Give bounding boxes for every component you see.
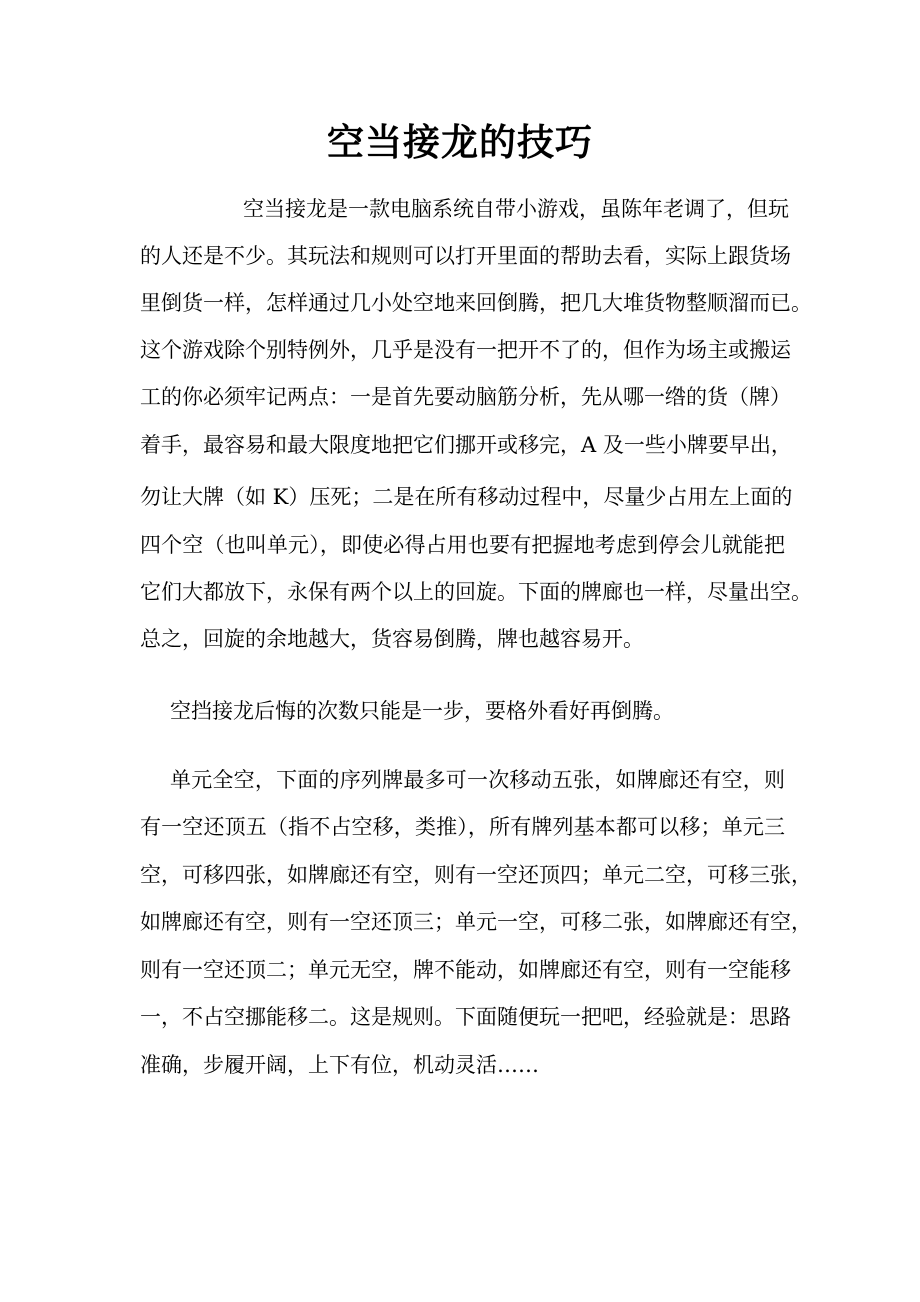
- text-line: 这个游戏除个别特例外，几乎是没有一把开不了的，但作为场主或搬运: [140, 338, 791, 362]
- text-line: 的人还是不少。其玩法和规则可以打开里面的帮助去看，实际上跟货场: [140, 244, 791, 268]
- text-line: 勿让大牌（如 K）压死；二是在所有移动过程中，尽量少占用左上面的: [140, 485, 793, 509]
- text-line: 有一空还顶五（指不占空移，类推），所有牌列基本都可以移；单元三: [140, 815, 785, 839]
- text-line: 空当接龙是一款电脑系统自带小游戏，虽陈年老调了，但玩: [243, 197, 789, 221]
- text-line: 准确，步履开阔，上下有位，机动灵活……: [140, 1053, 539, 1077]
- text-line: 如牌廊还有空，则有一空还顶三；单元一空，可移二张，如牌廊还有空，: [140, 910, 812, 934]
- document-title: 空当接龙的技巧: [327, 120, 593, 164]
- text-line: 则有一空还顶二；单元无空，牌不能动，如牌廊还有空，则有一空能移: [140, 958, 791, 982]
- text-line: 它们大都放下，永保有两个以上的回旋。下面的牌廊也一样，尽量出空。: [140, 580, 812, 604]
- text-line: 工的你必须牢记两点：一是首先要动脑筋分析，先从哪一绺的货（牌）: [140, 385, 791, 409]
- text-line: 空挡接龙后悔的次数只能是一步，要格外看好再倒腾。: [170, 699, 674, 723]
- text-line: 一，不占空挪能移二。这是规则。下面随便玩一把吧，经验就是：思路: [140, 1005, 791, 1029]
- text-line: 总之，回旋的余地越大，货容易倒腾，牌也越容易开。: [140, 627, 644, 651]
- text-line: 四个空（也叫单元），即使必得占用也要有把握地考虑到停会儿就能把: [140, 533, 785, 557]
- text-line: 着手，最容易和最大限度地把它们挪开或移完，A 及一些小牌要早出，: [140, 433, 792, 457]
- text-line: 空，可移四张，如牌廊还有空，则有一空还顶四；单元二空，可移三张，: [140, 863, 812, 887]
- text-line: 里倒货一样，怎样通过几小处空地来回倒腾，把几大堆货物整顺溜而已。: [140, 291, 812, 315]
- text-line: 单元全空，下面的序列牌最多可一次移动五张，如牌廊还有空，则: [170, 768, 785, 792]
